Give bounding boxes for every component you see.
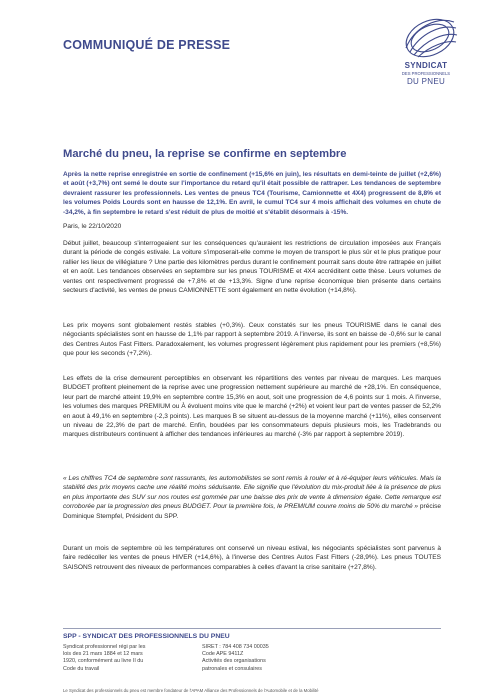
logo-wordmark-line2: DES PROFESSIONNELS — [401, 71, 451, 76]
logo-wordmark-line3: DU PNEU — [406, 77, 446, 86]
footer-ape-code: Code APE 9411Z — [202, 651, 244, 658]
closing-paragraph: Durant un mois de septembre où les températures ont conservé un niveau estival, les négociants spécialistes sont parvenus à faire redécoller les ventes de pneus HIVER (+14,6%), à l'inverse des Centres Autos Fast Fitters (-28,9%). Les pneus TOUTES SAISONS retrouvent des niveaux de performances comparables à celles d'avant la crise sanitaire (+27,8%). — [63, 545, 441, 571]
footer-divider — [63, 628, 441, 629]
body-paragraph-3: Les effets de la crise demeurent perceptibles en observant les répartitions des ventes par niveau de marques. Les marques BUDGET profitent pleinement de la reprise avec une progression nettement supérieure au marché de +28,1%. En conséquence, leur part de marché atteint 19,9% en septembre contre 15,3% en aout, soit une progression de 4,6 points sur 1 mois. A l'inverse, les volumes des marques PREMIUM ou À évoluent moins vite que le marché (+2%) et voient leur part de ventes passer de 52,2% en aout à 49,1% en septembre (-2,3 points). Les marques B se situent au-dessus de la moyenne marché (+11%), elles conservent un niveau de 22,3% de part de marché. Enfin, boudées par les consommateurs depuis plusieurs mois, les Tradebrands ou marques distributeurs continuent à afficher des tendances inférieures au marché (-3% par rapport à septembre 2019). — [63, 375, 441, 439]
quote-attribution: précise Dominique Stempfel, Président du SPP. — [63, 503, 441, 520]
press-release-heading: COMMUNIQUÉ DE PRESSE — [63, 38, 231, 52]
footer-legal-line: lois des 21 mars 1884 et 12 mars — [63, 651, 143, 658]
footer-siret: SIRET : 784 408 734 00035 — [202, 644, 269, 650]
lead-paragraph: Après la nette reprise enregistrée en sortie de confinement (+15,6% en juin), les résultats en demi-teinte de juillet (+2,6%) et août (+3,7%) ont semé le doute sur l'importance du retard qu'il était possible de rattraper. Les tendances de septembre devraient rassurer les professionnels. Les ventes de pneus TC4 (Tourisme, Camionnette et 4X4) progressent de 8,8% et les volumes Poids Lourds sont en hausse de 12,1%. En avril, le cumul TC4 sur 4 mois affichait des volumes en chute de -34,2%, à fin septembre le retard s'est réduit de plus de moitié et s'établit désormais à -15%. — [63, 171, 441, 216]
dateline: Paris, le 22/10/2020 — [63, 223, 122, 230]
quote-text: « Les chiffres TC4 de septembre sont rassurants, les automobilistes se sont remis à rouler et à ré-équiper leurs véhicules. Mais la stabilité des prix moyens cache une réalité moins séduisante. Elle signifie que l'évolution du mix-produit liée à la présence de plus en plus importante des SUV sur nos routes est gommée par une baisse des prix de vente à dimension égale. Cette remarque est corroborée par la progression des pneus BUDGET. Pour la première fois, le PREMIUM couvre moins de 50% du marché » — [63, 475, 441, 511]
footer-title: SPP - SYNDICAT DES PROFESSIONNELS DU PNEU — [63, 633, 230, 640]
tyre-emblem-icon — [400, 12, 460, 64]
footer-legal-line: Syndicat professionnel régi par les — [63, 644, 146, 650]
body-paragraph-2: Les prix moyens sont globalement restés stables (+0,3%). Ceux constatés sur les pneus TOURISME dans le canal des négociants spécialistes sont en hausse de 1,1% par rapport à septembre 2019. A l'inverse, ils sont en baisse de -0,6% sur le canal des Centres Autos Fast Fitters. Paradoxalement, les volumes progressent légèrement plus rapidement pour les premiers (+8,5%) que pour les seconds (+7,2%). — [63, 322, 441, 358]
footer-activity-line: Activités des organisations — [202, 658, 266, 665]
footer-membership-note: Le Syndicat des professionnels du pneu est membre fondateur de l'APAM Alliance des Professionnels de l'Automobile et de la Mobilité — [63, 688, 319, 693]
footer-legal-line: 1920, conformément au livre II du — [63, 658, 144, 665]
footer-legal-info — [63, 644, 145, 673]
footer-activity-line: patronales et consulaires — [202, 665, 262, 672]
quote-paragraph — [63, 474, 441, 521]
footer-registration-info — [202, 644, 269, 673]
body-paragraph-1: Début juillet, beaucoup s'interrogeaient sur les conséquences qu'auraient les restrictions de circulation imposées aux Français durant la période de congés estivale. La voiture s'imposerait-elle comme le moyen de transport le plus sûr et le plus pratique pour rallier les lieux de villégiature ? Une partie des kilomètres perdus durant le confinement pourrait sans doute être rattrapée en juillet et en août. Les tendances observées en septembre sur les pneus TOURISME et 4X4 accréditent cette thèse. Leurs volumes de ventes ont respectivement progressé de +7,8% et de +13,3%. Signe d'une reprise économique bien présente dans certains secteurs d'activité, les ventes de pneus CAMIONNETTE sont également en nette évolution (+14,8%). — [63, 240, 441, 295]
logo-wordmark-line1: SYNDICAT — [404, 61, 448, 70]
article-title: Marché du pneu, la reprise se confirme en septembre — [63, 148, 347, 160]
footer-legal-line: Code du travail — [63, 665, 100, 672]
